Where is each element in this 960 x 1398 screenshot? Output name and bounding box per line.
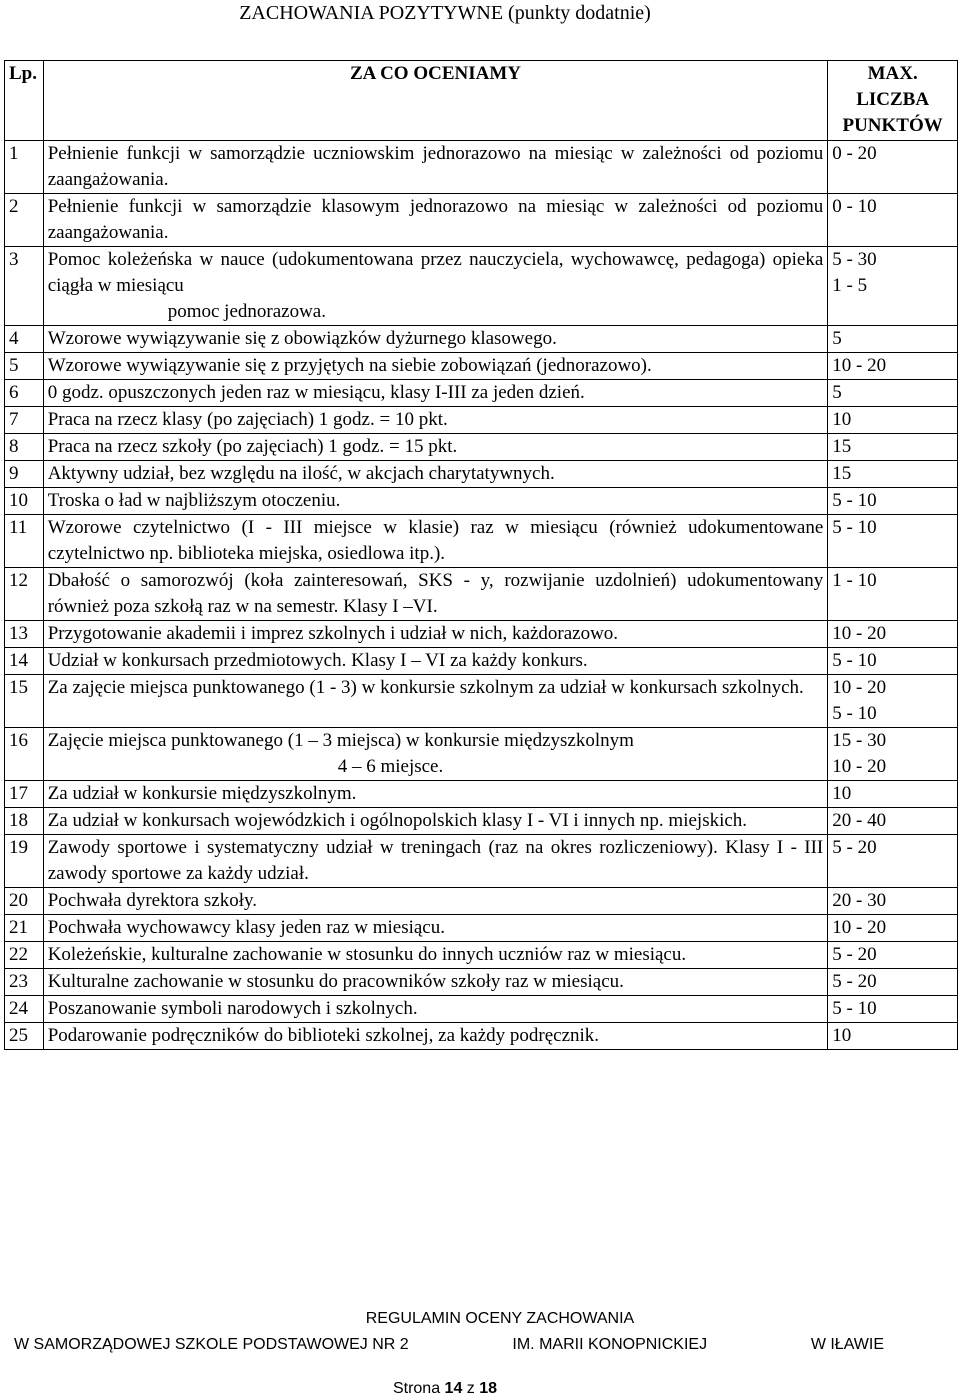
row-description [43, 888, 828, 915]
row-description-text: Pełnienie funkcji w samorządzie klasowym jednorazowo na miesiąc w zależności od poziomu zaangażowania. [47, 196, 824, 243]
row-points-value: 10 - 20 [832, 677, 887, 698]
row-number: 18 [5, 808, 44, 835]
row-points-value: 10 [832, 783, 852, 804]
table-row [5, 326, 958, 353]
row-points-value: 10 [832, 1025, 852, 1046]
row-points [828, 1023, 958, 1050]
row-description [43, 621, 828, 648]
row-points-value: 0 - 20 [832, 143, 877, 164]
row-description [43, 781, 828, 808]
row-description-text: Pełnienie funkcji w samorządzie uczniowskim jednorazowo na miesiąc w zależności od poziomu zaangażowania. [47, 143, 824, 190]
row-points [828, 461, 958, 488]
row-description [43, 675, 828, 728]
row-points-subvalue: 5 - 10 [832, 703, 877, 724]
row-number: 15 [5, 675, 44, 728]
row-description [43, 488, 828, 515]
row-description [43, 380, 828, 407]
row-description-text: Za udział w konkursie międzyszkolnym. [47, 783, 357, 804]
row-number: 12 [5, 568, 44, 621]
row-points-value: 10 [832, 409, 852, 430]
row-number: 10 [5, 488, 44, 515]
table-row [5, 835, 958, 888]
table-row [5, 888, 958, 915]
row-description [43, 835, 828, 888]
row-points [828, 675, 958, 728]
row-description-text: Dbałość o samorozwój (koła zainteresowań, SKS - y, rozwijanie uzdolnień) udokumentowany również poza szkołą raz w na semestr. Klasy I –VI. [47, 570, 824, 617]
row-description-text: Za udział w konkursach wojewódzkich i ogólnopolskich klasy I - VI i innych np. miejskich. [47, 810, 748, 831]
row-description [43, 141, 828, 194]
row-description-text: Praca na rzecz klasy (po zajęciach) 1 godz. = 10 pkt. [47, 409, 448, 430]
row-number: 3 [5, 247, 44, 326]
table-row [5, 380, 958, 407]
row-description [43, 247, 828, 326]
row-points-value: 20 - 30 [832, 890, 887, 911]
header-max-points-line3: PUNKTÓW [842, 115, 943, 136]
row-description-text: Wzorowe wywiązywanie się z obowiązków dyżurnego klasowego. [47, 328, 557, 349]
page-label: Strona [392, 1380, 441, 1397]
row-description-text: Zawody sportowe i systematyczny udział w treningach (raz na okres rozliczeniowy). Klasy I - III zawody sportowe za każdy udział. [47, 837, 824, 884]
row-description-text: Wzorowe czytelnictwo (I - III miejsce w klasie) raz w miesiącu (również udokumentowane czytelnictwo np. biblioteka miejska, osiedlowa itp.). [47, 517, 824, 564]
row-points [828, 568, 958, 621]
row-description-text: Podarowanie podręczników do biblioteki szkolnej, za każdy podręcznik. [47, 1025, 600, 1046]
row-points [828, 434, 958, 461]
row-points-value: 5 - 20 [832, 837, 877, 858]
row-points [828, 781, 958, 808]
table-row [5, 353, 958, 380]
row-number: 19 [5, 835, 44, 888]
row-number: 5 [5, 353, 44, 380]
row-points [828, 915, 958, 942]
row-description-text: Udział w konkursach przedmiotowych. Klasy I – VI za każdy konkurs. [47, 650, 588, 671]
row-points-value: 10 - 20 [832, 355, 887, 376]
row-description-subtext: 4 – 6 miejsce. [337, 756, 444, 777]
row-number: 25 [5, 1023, 44, 1050]
header-lp: Lp. [5, 61, 44, 141]
row-description [43, 353, 828, 380]
table-row [5, 781, 958, 808]
row-points [828, 326, 958, 353]
header-max-points [828, 61, 958, 141]
behavior-points-table [4, 60, 958, 1050]
row-description [43, 194, 828, 247]
table-row [5, 648, 958, 675]
row-description [43, 996, 828, 1023]
row-description-text: Pochwała wychowawcy klasy jeden raz w miesiącu. [47, 917, 445, 938]
row-points-value: 5 - 20 [832, 944, 877, 965]
row-points [828, 969, 958, 996]
row-number: 14 [5, 648, 44, 675]
row-number: 23 [5, 969, 44, 996]
row-points-value: 20 - 40 [832, 810, 887, 831]
table-row [5, 942, 958, 969]
row-points [828, 728, 958, 781]
table-row [5, 407, 958, 434]
row-points [828, 488, 958, 515]
footer-school-line [14, 1336, 884, 1354]
row-description-text: Kulturalne zachowanie w stosunku do pracowników szkoły raz w miesiącu. [47, 971, 624, 992]
row-description-text: Pomoc koleżeńska w nauce (udokumentowana przez nauczyciela, wychowawcę, pedagoga) opieka ciągła w miesiącu [47, 249, 824, 296]
row-description-text: Koleżeńskie, kulturalne zachowanie w stosunku do innych uczniów raz w miesiącu. [47, 944, 687, 965]
row-description [43, 648, 828, 675]
header-max-points-line1: MAX. [867, 63, 918, 84]
row-points-value: 15 [832, 463, 852, 484]
row-points [828, 808, 958, 835]
row-number: 8 [5, 434, 44, 461]
row-points-value: 10 - 20 [832, 623, 887, 644]
row-points [828, 621, 958, 648]
footer-city: W IŁAWIE [810, 1336, 884, 1353]
row-number: 6 [5, 380, 44, 407]
table-row [5, 141, 958, 194]
row-points-value: 15 [832, 436, 852, 457]
row-description [43, 568, 828, 621]
row-description-subtext: pomoc jednorazowa. [167, 301, 326, 322]
footer-regulation-title: REGULAMIN OCENY ZACHOWANIA [365, 1310, 635, 1327]
table-row [5, 194, 958, 247]
row-description-text: Troska o ład w najbliższym otoczeniu. [47, 490, 341, 511]
table-row [5, 915, 958, 942]
table-row [5, 515, 958, 568]
table-row [5, 434, 958, 461]
row-points-value: 5 - 30 [832, 249, 877, 270]
page-title: ZACHOWANIA POZYTYWNE (punkty dodatnie) [239, 2, 651, 24]
table-row [5, 247, 958, 326]
row-description [43, 915, 828, 942]
row-points [828, 996, 958, 1023]
footer-school: W SAMORZĄDOWEJ SZKOLE PODSTAWOWEJ NR 2 [14, 1336, 409, 1353]
row-description [43, 407, 828, 434]
row-points [828, 141, 958, 194]
row-points [828, 194, 958, 247]
row-description-text: 0 godz. opuszczonych jeden raz w miesiącu, klasy I-III za jeden dzień. [47, 382, 585, 403]
row-number: 4 [5, 326, 44, 353]
table-row [5, 1023, 958, 1050]
row-points [828, 247, 958, 326]
row-number: 9 [5, 461, 44, 488]
row-description [43, 942, 828, 969]
table-row [5, 675, 958, 728]
row-description-text: Za zajęcie miejsca punktowanego (1 - 3) w konkursie szkolnym za udział w konkursach szkolnych. [47, 677, 804, 698]
row-number: 11 [5, 515, 44, 568]
row-points-value: 5 [832, 328, 842, 349]
page-current: 14 [444, 1380, 463, 1397]
row-description-text: Przygotowanie akademii i imprez szkolnych i udział w nich, każdorazowo. [47, 623, 619, 644]
row-points [828, 407, 958, 434]
footer-patron: IM. MARII KONOPNICKIEJ [512, 1336, 708, 1353]
row-description [43, 515, 828, 568]
row-points-value: 1 - 10 [832, 570, 877, 591]
row-points [828, 353, 958, 380]
row-points [828, 942, 958, 969]
row-number: 1 [5, 141, 44, 194]
row-points-value: 15 - 30 [832, 730, 887, 751]
header-max-points-line2: LICZBA [856, 89, 930, 110]
row-description [43, 728, 828, 781]
table-row [5, 461, 958, 488]
row-description [43, 434, 828, 461]
row-description-text: Pochwała dyrektora szkoły. [47, 890, 257, 911]
table-row [5, 488, 958, 515]
row-points-value: 5 - 10 [832, 650, 877, 671]
row-points-value: 5 - 10 [832, 998, 877, 1019]
page-number [0, 1380, 890, 1398]
row-description-text: Wzorowe wywiązywanie się z przyjętych na siebie zobowiązań (jednorazowo). [47, 355, 652, 376]
table-row [5, 621, 958, 648]
row-description [43, 969, 828, 996]
row-points-value: 10 - 20 [832, 917, 887, 938]
row-points-subvalue: 10 - 20 [832, 756, 887, 777]
row-points-value: 5 [832, 382, 842, 403]
row-points-subvalue: 1 - 5 [832, 275, 868, 296]
table-row [5, 568, 958, 621]
row-description [43, 326, 828, 353]
row-number: 21 [5, 915, 44, 942]
row-points-value: 5 - 10 [832, 490, 877, 511]
row-description-text: Poszanowanie symboli narodowych i szkolnych. [47, 998, 418, 1019]
table-row [5, 969, 958, 996]
row-description-text: Zajęcie miejsca punktowanego (1 – 3 miejsca) w konkursie międzyszkolnym [47, 730, 634, 751]
table-row [5, 728, 958, 781]
row-number: 7 [5, 407, 44, 434]
table-row [5, 996, 958, 1023]
row-points [828, 835, 958, 888]
row-description [43, 808, 828, 835]
row-number: 2 [5, 194, 44, 247]
row-description [43, 461, 828, 488]
row-points [828, 648, 958, 675]
row-points-value: 5 - 20 [832, 971, 877, 992]
row-description-text: Aktywny udział, bez względu na ilość, w akcjach charytatywnych. [47, 463, 555, 484]
row-points-value: 0 - 10 [832, 196, 877, 217]
row-number: 17 [5, 781, 44, 808]
row-points [828, 380, 958, 407]
row-description-text: Praca na rzecz szkoły (po zajęciach) 1 godz. = 15 pkt. [47, 436, 458, 457]
row-number: 20 [5, 888, 44, 915]
row-number: 13 [5, 621, 44, 648]
page-sep: z [466, 1380, 475, 1397]
row-points-value: 5 - 10 [832, 517, 877, 538]
row-number: 16 [5, 728, 44, 781]
page-total: 18 [479, 1380, 498, 1397]
row-number: 22 [5, 942, 44, 969]
row-number: 24 [5, 996, 44, 1023]
table-row [5, 808, 958, 835]
row-points [828, 515, 958, 568]
header-description: ZA CO OCENIAMY [43, 61, 828, 141]
row-description [43, 1023, 828, 1050]
row-points [828, 888, 958, 915]
table-header-row [5, 61, 958, 141]
